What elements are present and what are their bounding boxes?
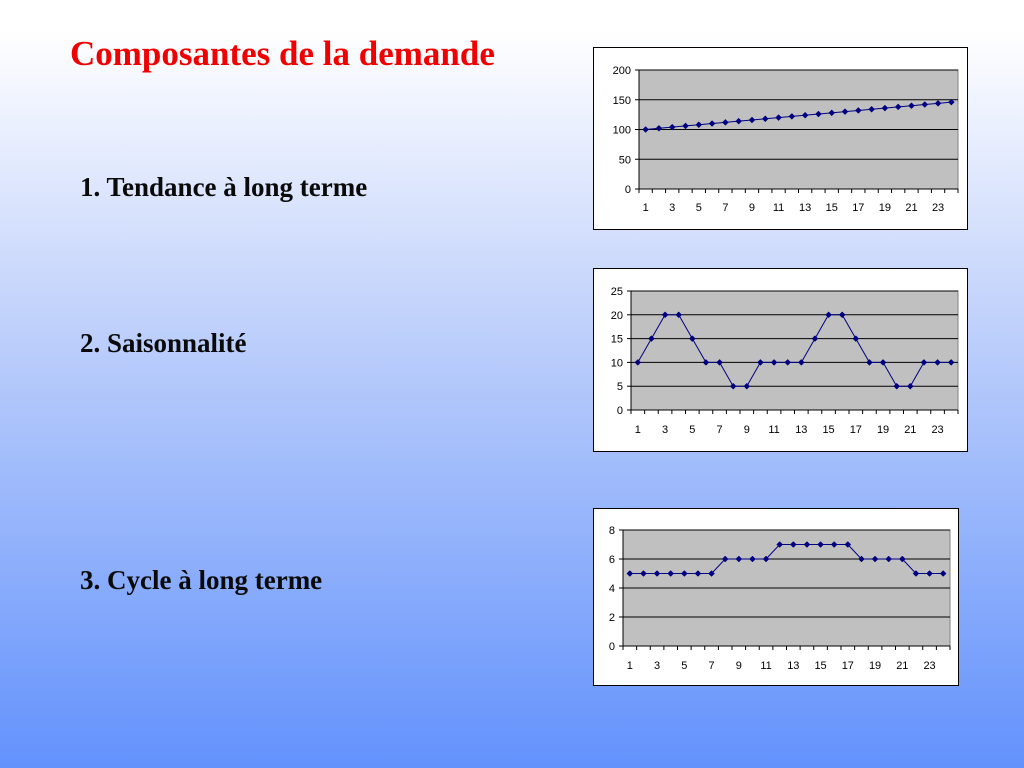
seasonality-x-tick-label: 9: [743, 424, 750, 436]
cycle-x-tick-label: 21: [896, 660, 909, 672]
seasonality-x-tick-label: 15: [822, 424, 835, 436]
trend-x-tick-label: 1: [642, 202, 649, 214]
item-trend: 1. Tendance à long terme: [80, 172, 368, 202]
trend-x-tick-label: 3: [669, 202, 676, 214]
cycle-x-tick-label: 19: [868, 660, 882, 672]
cycle-x-tick-label: 3: [654, 660, 661, 672]
trend-y-tick-label: 0: [624, 184, 631, 196]
cycle-x-tick-label: 15: [814, 660, 827, 672]
seasonality-y-tick-label: 20: [610, 309, 623, 322]
seasonality-chart: [593, 268, 968, 452]
trend-x-tick-label: 21: [905, 202, 918, 214]
cycle-x-tick-label: 11: [760, 660, 772, 672]
cycle-x-tick-label: 9: [735, 660, 742, 672]
cycle-y-tick-label: 6: [608, 554, 615, 566]
cycle-y-tick-label: 4: [608, 583, 615, 595]
seasonality-x-tick-label: 3: [662, 424, 669, 436]
seasonality-x-tick-label: 21: [904, 424, 917, 436]
trend-x-tick-label: 9: [748, 202, 756, 214]
seasonality-x-tick-label: 11: [768, 424, 780, 436]
trend-x-tick-label: 23: [931, 202, 945, 214]
seasonality-y-tick-label: 15: [610, 333, 623, 346]
seasonality-x-tick-label: 23: [931, 424, 944, 436]
trend-y-tick-label: 200: [612, 65, 631, 77]
seasonality-plot-area: [631, 291, 958, 410]
cycle-x-tick-label: 23: [923, 660, 936, 672]
seasonality-chart-svg: [594, 269, 967, 451]
trend-x-tick-label: 13: [799, 202, 812, 214]
trend-chart: [593, 47, 968, 230]
cycle-x-tick-label: 17: [841, 660, 854, 672]
item-cycle: 3. Cycle à long terme: [80, 565, 323, 595]
seasonality-x-tick-label: 1: [634, 424, 641, 436]
seasonality-x-tick-label: 13: [795, 424, 808, 436]
seasonality-x-tick-label: 7: [716, 424, 723, 436]
seasonality-x-tick-label: 17: [849, 424, 862, 436]
cycle-y-tick-label: 8: [608, 525, 615, 537]
trend-x-tick-label: 11: [772, 202, 785, 214]
seasonality-y-tick-label: 25: [610, 286, 623, 298]
cycle-y-tick-label: 0: [608, 641, 615, 653]
cycle-x-tick-label: 13: [787, 660, 800, 672]
seasonality-x-tick-label: 19: [876, 424, 890, 436]
seasonality-y-tick-label: 10: [610, 357, 623, 370]
seasonality-y-tick-label: 5: [616, 381, 623, 394]
cycle-chart-svg: [594, 509, 958, 685]
trend-y-tick-label: 50: [618, 154, 631, 167]
trend-x-tick-label: 17: [852, 202, 865, 214]
cycle-x-tick-label: 5: [681, 660, 688, 672]
trend-x-tick-label: 15: [825, 202, 838, 214]
trend-x-tick-label: 7: [722, 202, 729, 214]
trend-y-tick-label: 100: [612, 124, 631, 137]
item-seasonality: 2. Saisonnalité: [80, 328, 247, 358]
trend-chart-svg: [594, 48, 967, 229]
cycle-x-tick-label: 1: [626, 660, 633, 672]
trend-x-tick-label: 19: [878, 202, 892, 214]
cycle-y-tick-label: 2: [608, 612, 615, 624]
seasonality-x-tick-label: 5: [689, 424, 696, 436]
slide-title: Composantes de la demande: [70, 34, 495, 73]
trend-y-tick-label: 150: [612, 94, 631, 107]
cycle-chart: [593, 508, 959, 686]
cycle-x-tick-label: 7: [708, 660, 715, 672]
seasonality-y-tick-label: 0: [616, 405, 623, 417]
trend-x-tick-label: 5: [695, 202, 702, 214]
